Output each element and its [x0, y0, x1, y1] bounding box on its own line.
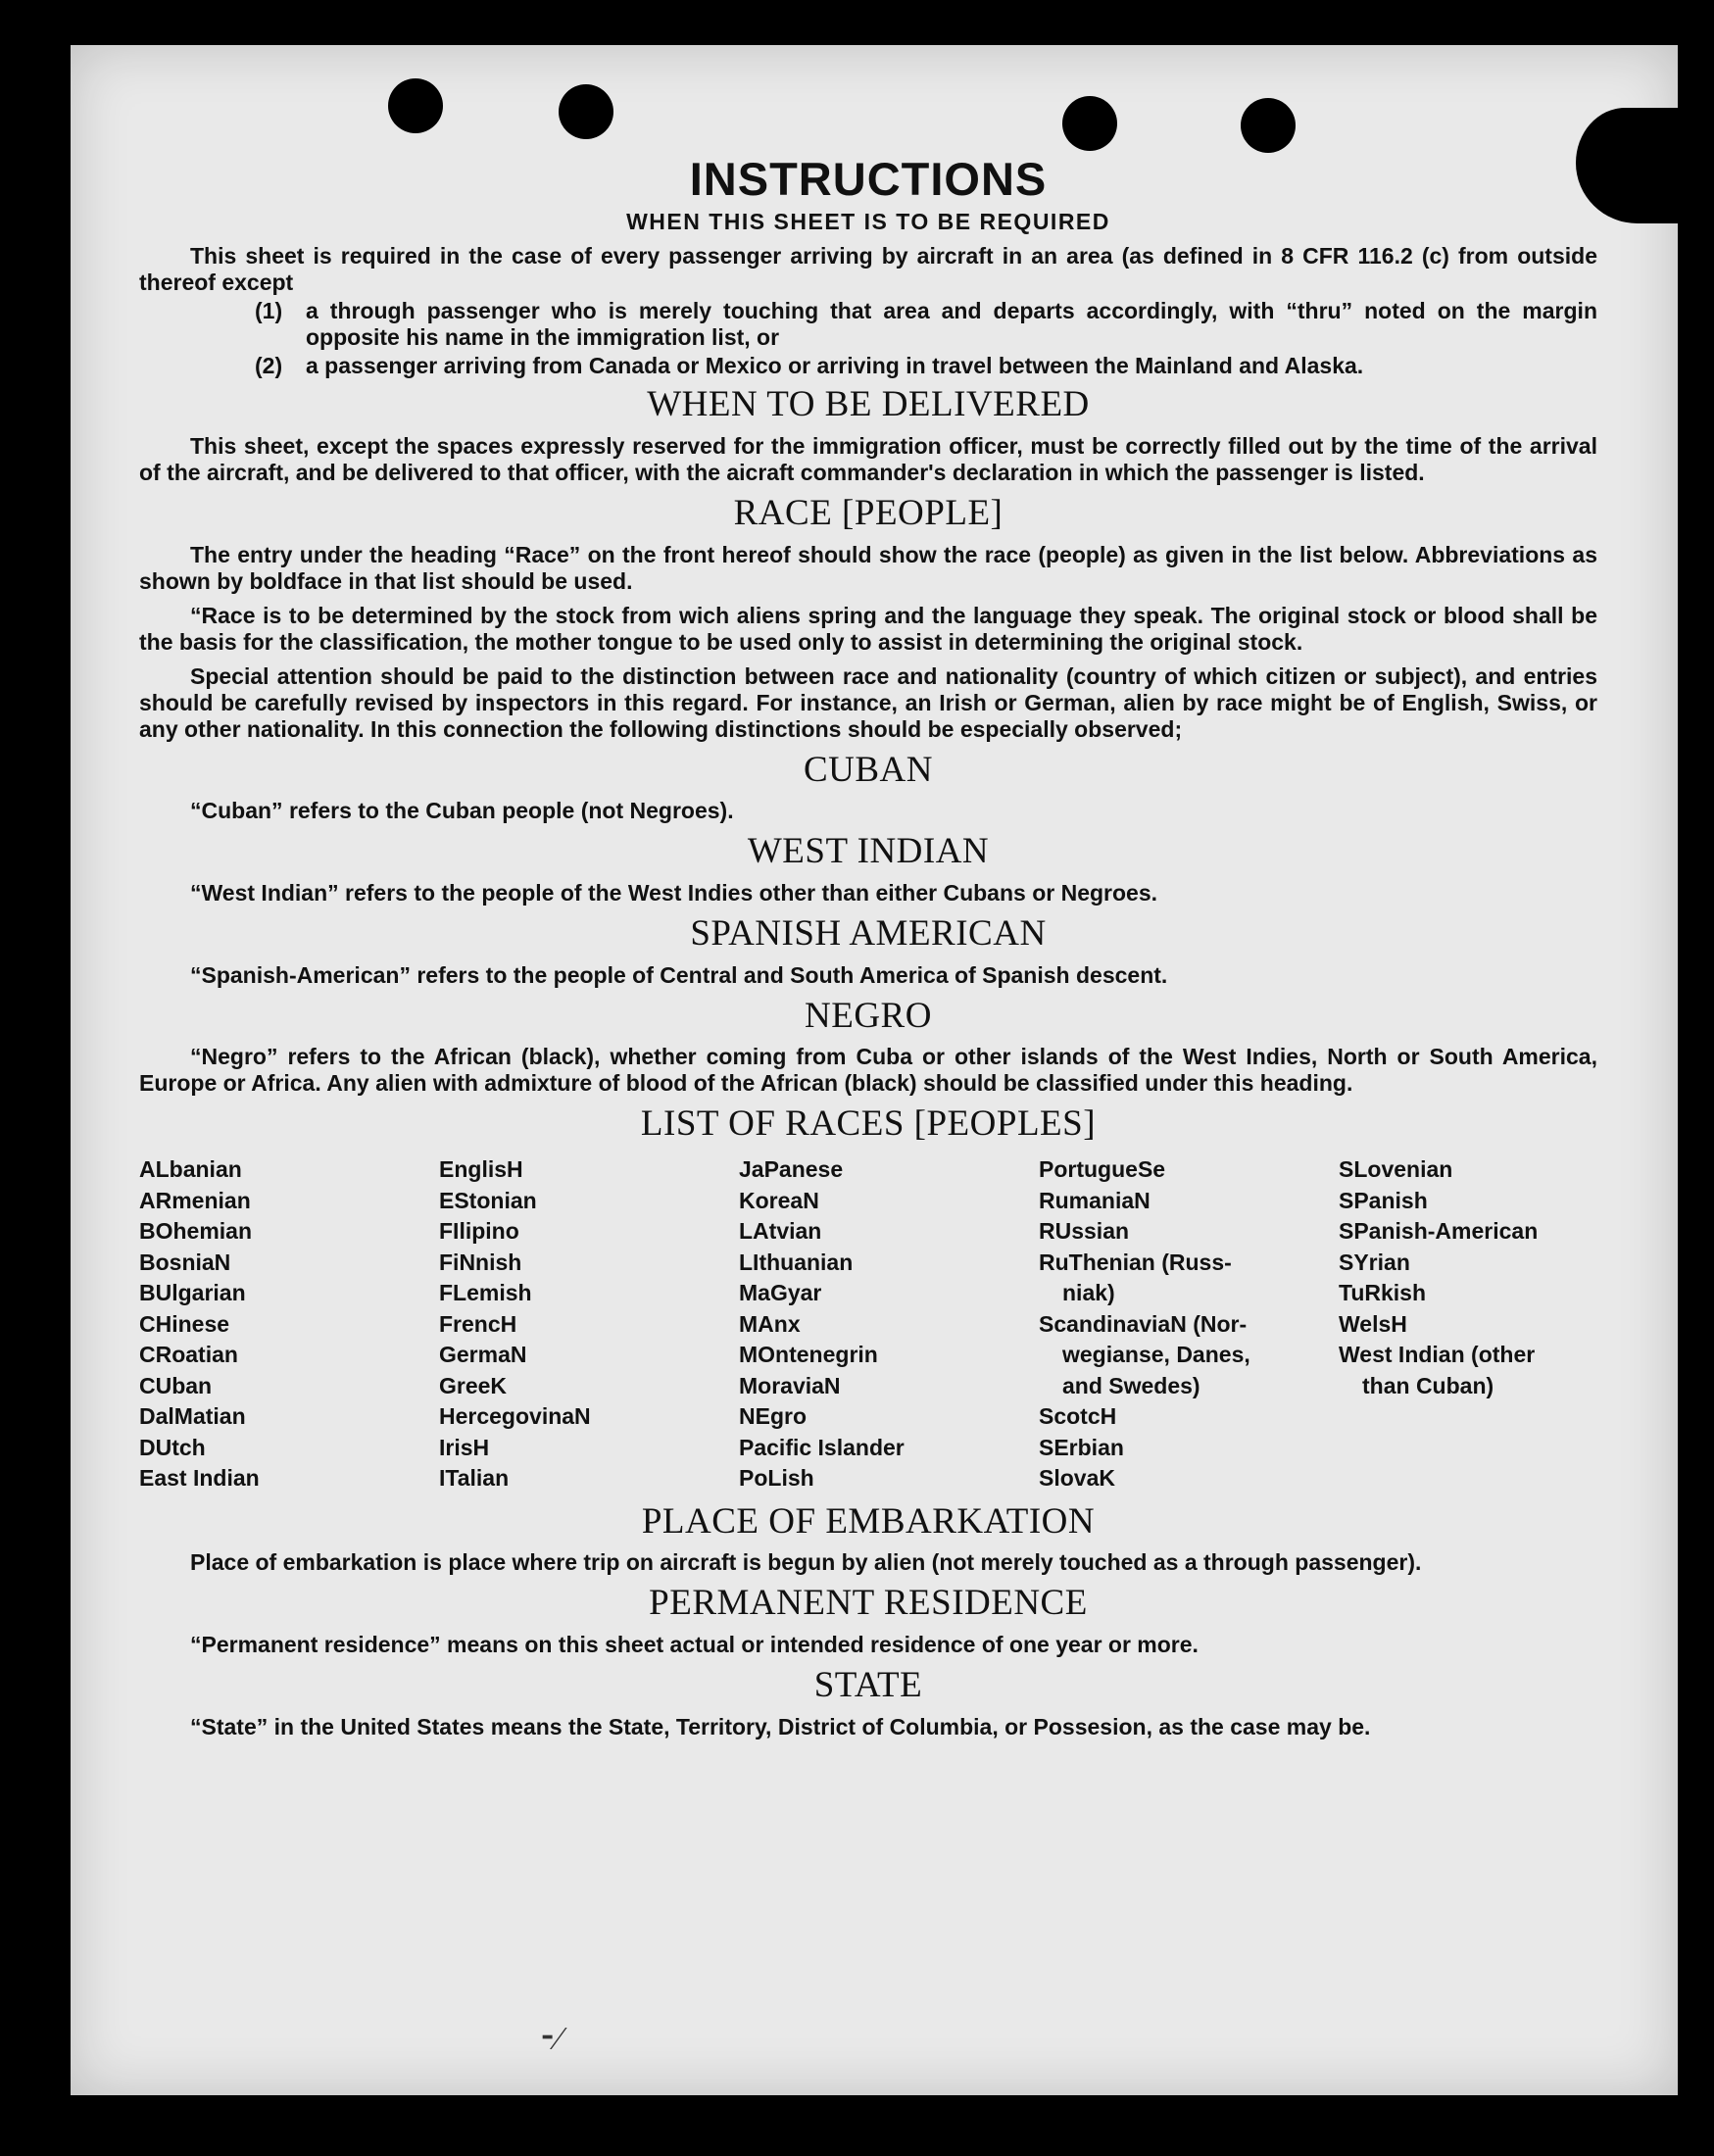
race-paragraph-1: The entry under the heading “Race” on the front hereof should show the race (people) as given in the list below. Abbreviations as shown by boldface in that list should be used. — [139, 541, 1597, 594]
embarkation-text: Place of embarkation is place where trip on aircraft is begun by alien (not merely touched as a through passenger). — [190, 1549, 1422, 1576]
race-entry: PoLish — [739, 1465, 814, 1492]
race-entry: LAtvian — [739, 1218, 822, 1245]
race-entry: BOhemian — [139, 1218, 253, 1245]
race-entry: FiNnish — [439, 1249, 522, 1275]
races-column — [1339, 1154, 1597, 1494]
state-heading: STATE — [813, 1665, 923, 1706]
race-entry: DalMatian — [139, 1403, 246, 1430]
race-entry: Pacific Islander — [739, 1434, 905, 1460]
race-entry: SlovaK — [1039, 1465, 1115, 1492]
exception-number: (2) — [255, 353, 283, 379]
when-delivered-heading: WHEN TO BE DELIVERED — [647, 384, 1090, 425]
race-entry: EStonian — [439, 1187, 537, 1213]
exception-text: a passenger arriving from Canada or Mexico or arriving in travel between the Mainland and Alaska. — [306, 353, 1364, 379]
race-entry: RumaniaN — [1039, 1187, 1151, 1213]
exception-item — [255, 353, 1597, 379]
race-entry: CRoatian — [139, 1342, 238, 1368]
residence-text: “Permanent residence” means on this sheet actual or intended residence of one year or more. — [190, 1632, 1199, 1658]
race-entry: ARmenian — [139, 1187, 251, 1213]
embarkation-heading: PLACE OF EMBARKATION — [641, 1500, 1096, 1542]
race-entry: RUssian — [1039, 1218, 1130, 1245]
race-entry: IrisH — [439, 1434, 490, 1460]
document-sheet — [71, 45, 1678, 2095]
race-entry: DUtch — [139, 1434, 206, 1460]
negro-heading: NEGRO — [805, 995, 932, 1036]
spanish-american-text: “Spanish-American” refers to the people of Central and South America of Spanish descent. — [190, 961, 1168, 988]
exception-item — [255, 298, 1597, 351]
race-entry: CHinese — [139, 1310, 230, 1337]
races-column — [439, 1154, 739, 1494]
state-text: “State” in the United States means the State, Territory, District of Columbia, or Possesion, as the case may be. — [190, 1713, 1371, 1740]
race-entry: JaPanese — [739, 1156, 844, 1183]
race-entry: SErbian — [1039, 1434, 1124, 1460]
race-entry: LIthuanian — [739, 1249, 854, 1275]
races-list — [139, 1154, 1597, 1494]
race-entry: WelsH — [1339, 1310, 1407, 1337]
race-entry: TuRkish — [1339, 1280, 1427, 1306]
race-entry: SPanish — [1339, 1187, 1428, 1213]
race-entry: NEgro — [739, 1403, 807, 1430]
race-entry: wegianse, Danes, — [1062, 1342, 1250, 1368]
race-entry: KoreaN — [739, 1187, 819, 1213]
race-entry: SYrian — [1339, 1249, 1410, 1275]
race-entry: BUlgarian — [139, 1280, 246, 1306]
races-column — [139, 1154, 439, 1494]
race-entry: ITalian — [439, 1465, 510, 1492]
race-entry: than Cuban) — [1362, 1372, 1494, 1398]
cuban-heading: CUBAN — [803, 749, 934, 790]
race-entry: MoraviaN — [739, 1372, 841, 1398]
race-heading: RACE [PEOPLE] — [733, 493, 1004, 534]
cuban-text: “Cuban” refers to the Cuban people (not Negroes). — [190, 798, 734, 824]
punch-hole — [1062, 96, 1117, 151]
race-paragraph-2: “Race is to be determined by the stock from wich aliens spring and the language they speak. The original stock or blood shall be the basis for the classification, the mother tongue to be used only to assist in determining the original stock. — [139, 602, 1597, 655]
races-list-heading: LIST OF RACES [PEOPLES] — [640, 1103, 1097, 1145]
punch-hole — [388, 78, 443, 133]
race-entry: BosniaN — [139, 1249, 231, 1275]
races-column — [739, 1154, 1039, 1494]
exception-text: a through passenger who is merely touching that area and departs accordingly, with “thru” noted on the margin opposite his name in the immigration list, or — [306, 298, 1597, 351]
race-entry: EnglisH — [439, 1156, 523, 1183]
race-entry: FrencH — [439, 1310, 517, 1337]
race-entry: East Indian — [139, 1465, 260, 1492]
when-delivered-text: This sheet, except the spaces expressly reserved for the immigration officer, must be correctly filled out by the time of the arrival of the aircraft, and be delivered to that officer, with the aicraft commander's declaration in which the passenger is listed. — [139, 433, 1597, 486]
race-entry: GreeK — [439, 1372, 508, 1398]
punch-hole — [1241, 98, 1296, 153]
race-entry: West Indian (other — [1339, 1342, 1536, 1368]
instructions-content — [139, 155, 1597, 1748]
race-paragraph-3: Special attention should be paid to the distinction between race and nationality (country of which citizen or subject), and entries should be carefully revised by inspectors in this regard. For instance, an Irish or German, alien by race might be of English, Swiss, or any other nationality. In this connection the following distinctions should be especially observed; — [139, 662, 1597, 742]
spanish-american-heading: SPANISH AMERICAN — [690, 913, 1047, 955]
race-entry: RuThenian (Russ- — [1039, 1249, 1232, 1275]
race-entry: MAnx — [739, 1310, 801, 1337]
race-entry: ScotcH — [1039, 1403, 1117, 1430]
required-intro: This sheet is required in the case of every passenger arriving by aircraft in an area (as defined in 8 CFR 116.2 (c) from outside thereof except — [139, 243, 1597, 296]
race-entry: HercegovinaN — [439, 1403, 591, 1430]
race-entry: SLovenian — [1339, 1156, 1453, 1183]
race-entry: MOntenegrin — [739, 1342, 878, 1368]
race-entry: FIlipino — [439, 1218, 519, 1245]
handwritten-mark: ⁃⁄ — [539, 2021, 562, 2057]
page-title: INSTRUCTIONS — [689, 153, 1048, 205]
race-entry: GermaN — [439, 1342, 527, 1368]
races-column — [1039, 1154, 1339, 1494]
west-indian-heading: WEST INDIAN — [747, 831, 990, 872]
negro-text: “Negro” refers to the African (black), whether coming from Cuba or other islands of the West Indies, North or South America, Europe or Africa. Any alien with admixture of blood of the African (black) should be classified under this heading. — [139, 1044, 1597, 1097]
page-subtitle: WHEN THIS SHEET IS TO BE REQUIRED — [626, 209, 1110, 235]
race-entry: and Swedes) — [1062, 1372, 1200, 1398]
race-entry: CUban — [139, 1372, 213, 1398]
residence-heading: PERMANENT RESIDENCE — [649, 1583, 1088, 1624]
race-entry: ALbanian — [139, 1156, 242, 1183]
race-entry: niak) — [1062, 1280, 1115, 1306]
west-indian-text: “West Indian” refers to the people of the West Indies other than either Cubans or Negroes. — [190, 880, 1158, 906]
race-entry: PortugueSe — [1039, 1156, 1166, 1183]
race-entry: MaGyar — [739, 1280, 822, 1306]
race-entry: SPanish-American — [1339, 1218, 1539, 1245]
punch-hole — [559, 84, 613, 139]
race-entry: FLemish — [439, 1280, 532, 1306]
exception-number: (1) — [255, 298, 283, 324]
race-entry: ScandinaviaN (Nor- — [1039, 1310, 1248, 1337]
